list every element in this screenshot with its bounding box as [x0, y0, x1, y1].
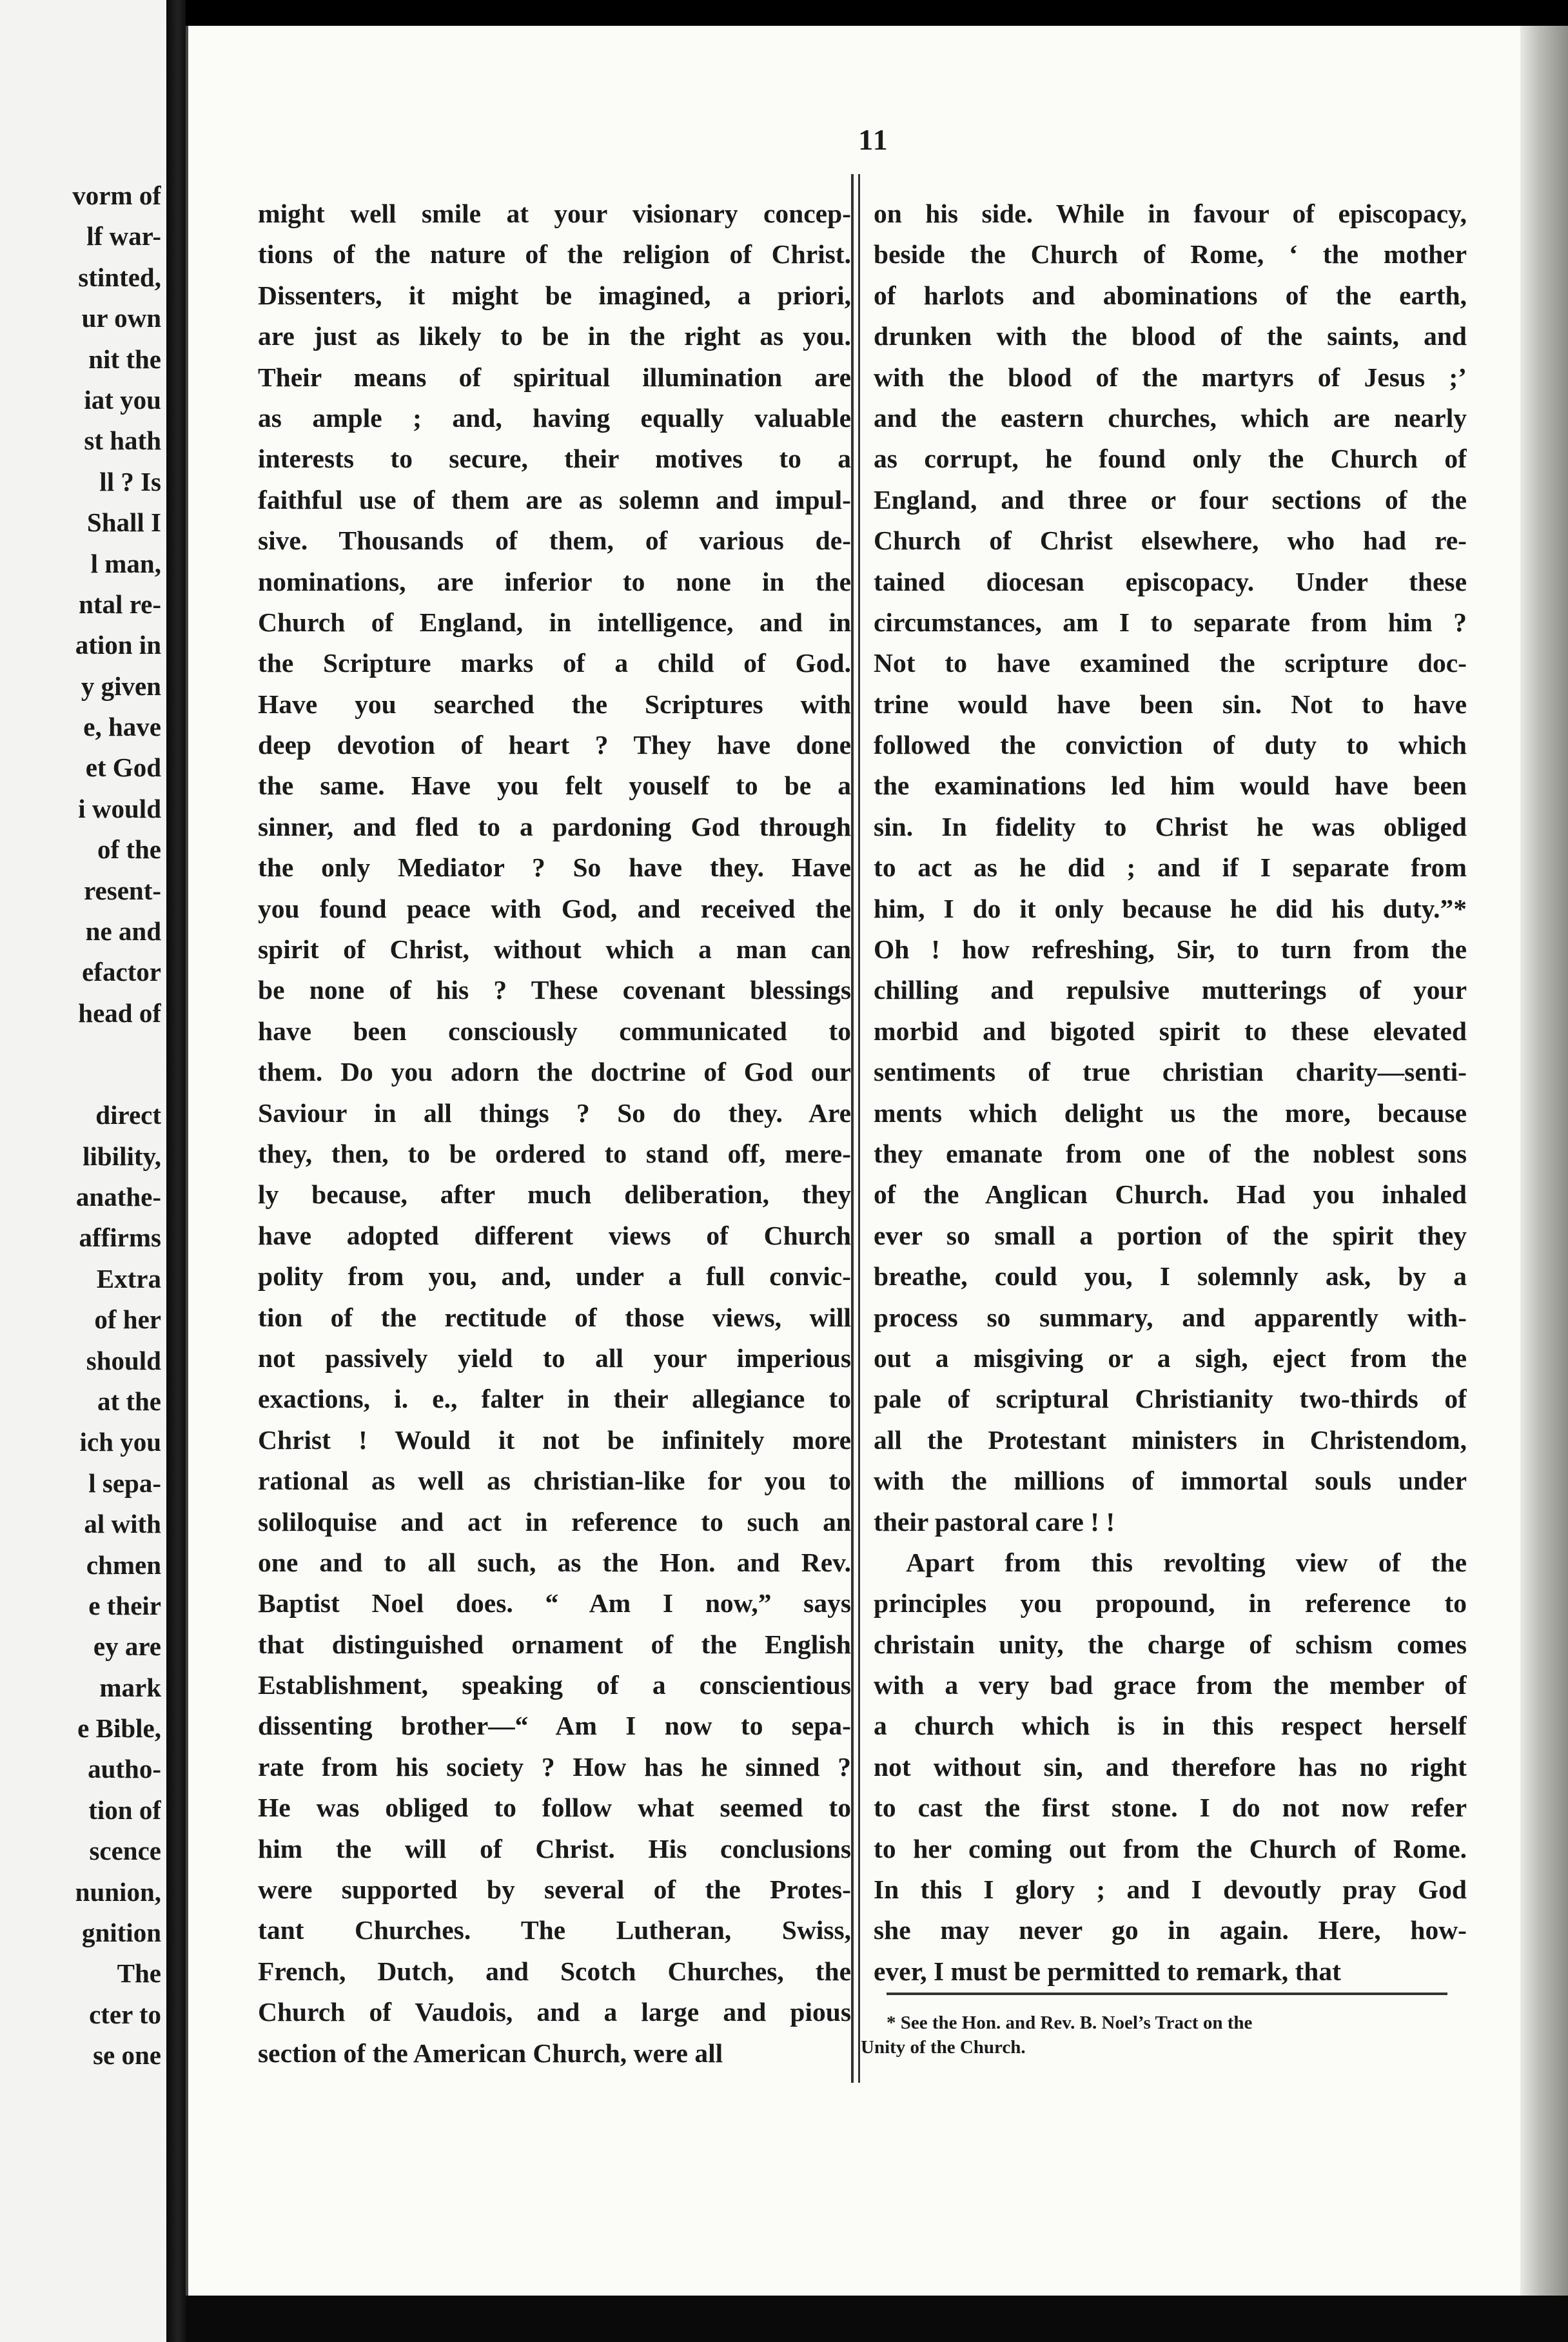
text-line: them. Do you adorn the doctrine of God our: [258, 1057, 851, 1087]
text-line: dissenting brother—“ Am I now to sepa-: [258, 1711, 851, 1741]
facing-page-line: l sepa-: [88, 1468, 161, 1498]
footnote-line: * See the Hon. and Rev. B. Noel’s Tract on the: [887, 2012, 1253, 2033]
column-divider: [851, 174, 860, 2083]
text-line: tained diocesan episcopacy. Under these: [874, 566, 1467, 596]
text-line: principles you propound, in reference to: [874, 1588, 1467, 1619]
facing-page-line: autho-: [88, 1754, 161, 1784]
text-line: ever, I must be permitted to remark, that: [874, 1956, 1341, 1986]
text-line: spirit of Christ, without which a man can: [258, 934, 851, 965]
text-line: out a misgiving or a sigh, eject from the: [874, 1343, 1467, 1373]
text-line: that distinguished ornament of the English: [258, 1629, 851, 1659]
text-line: interests to secure, their motives to a: [258, 444, 851, 474]
text-line: not passively yield to all your imperious: [258, 1343, 851, 1373]
text-line: with the blood of the martyrs of Jesus ;’: [874, 362, 1467, 392]
text-line: Oh ! how refreshing, Sir, to turn from the: [874, 934, 1467, 965]
text-line: drunken with the blood of the saints, and: [874, 321, 1467, 351]
text-line: sinner, and fled to a pardoning God through: [258, 811, 851, 841]
facing-page-line: e their: [88, 1590, 161, 1620]
text-line: of the Anglican Church. Had you inhaled: [874, 1179, 1467, 1210]
text-line: Christ ! Would it not be infinitely more: [258, 1424, 851, 1455]
text-line: circumstances, am I to separate from him ?: [874, 607, 1467, 637]
text-line: him, I do it only because he did his duty.”*: [874, 893, 1467, 923]
text-line: she may never go in again. Here, how-: [874, 1915, 1467, 1945]
facing-page-line: e, have: [83, 712, 161, 742]
facing-page-line: y given: [81, 671, 161, 701]
text-line: the same. Have you felt youself to be a: [258, 771, 851, 801]
text-line: one and to all such, as the Hon. and Rev.: [258, 1547, 851, 1577]
facing-page-line: ey are: [93, 1631, 161, 1662]
facing-page-line: se one: [93, 2040, 161, 2071]
facing-page-line: gnition: [81, 1918, 161, 1948]
text-line: breathe, could you, I solemnly ask, by a: [874, 1261, 1467, 1292]
facing-page-line: vorm of: [72, 181, 161, 210]
facing-page-line: l man,: [90, 548, 161, 578]
text-line: chilling and repulsive mutterings of your: [874, 975, 1467, 1005]
text-line: Dissenters, it might be imagined, a priori,: [258, 280, 851, 310]
text-line: pale of scriptural Christianity two-thirds of: [874, 1384, 1467, 1414]
text-line: rational as well as christian-like for you to: [258, 1466, 851, 1496]
text-line: they emanate from one of the noblest sons: [874, 1138, 1467, 1168]
facing-page-line: lf war-: [86, 221, 161, 251]
facing-page-line: [0, 1034, 161, 1095]
text-line: exactions, i. e., falter in their allegiance to: [258, 1384, 851, 1414]
text-line: French, Dutch, and Scotch Churches, the: [258, 1956, 851, 1986]
facing-page-line: efactor: [82, 957, 161, 987]
footnote-line: Unity of the Church.: [861, 2037, 1026, 2058]
text-line: might well smile at your visionary concep-: [258, 199, 851, 228]
text-line: the only Mediator ? So have they. Have: [258, 852, 851, 883]
text-line: to act as he did ; and if I separate from: [874, 852, 1467, 883]
text-line: to her coming out from the Church of Rome.: [874, 1833, 1467, 1864]
facing-page-line: of the: [97, 834, 161, 865]
facing-page-line: The: [117, 1958, 161, 1989]
text-line: sin. In fidelity to Christ he was obliged: [874, 811, 1467, 841]
page-bottom-shadow: [186, 2296, 1568, 2342]
text-line: their pastoral care ! !: [874, 1506, 1115, 1537]
facing-page-line: scence: [89, 1836, 161, 1866]
text-line: In this I glory ; and I devoutly pray God: [874, 1875, 1467, 1905]
text-line: Have you searched the Scriptures with: [258, 689, 851, 719]
facing-page-line: ur own: [81, 303, 161, 333]
text-line: Their means of spiritual illumination are: [258, 362, 851, 392]
text-line: section of the American Church, were all: [258, 2038, 723, 2068]
text-line: Church of England, in intelligence, and in: [258, 607, 851, 637]
text-line: they, then, to be ordered to stand off, mere-: [258, 1138, 851, 1168]
facing-page-line: nunion,: [75, 1876, 161, 1907]
text-line: beside the Church of Rome, ‘ the mother: [874, 239, 1467, 270]
text-line: all the Protestant ministers in Christendom,: [874, 1424, 1467, 1455]
facing-page-text: [0, 175, 161, 2076]
facing-page-line: anathe-: [75, 1181, 161, 1212]
text-line: Saviour in all things ? So do they. Are: [258, 1097, 851, 1128]
text-line: process so summary, and apparently with-: [874, 1302, 1467, 1332]
text-line: with a very bad grace from the member of: [874, 1670, 1467, 1700]
text-line: you found peace with God, and received the: [258, 893, 851, 923]
text-line: have been consciously communicated to: [258, 1016, 851, 1046]
facing-page-line: affirms: [79, 1223, 161, 1253]
facing-page-line: ne and: [85, 916, 161, 947]
facing-page-line: cter to: [89, 1999, 161, 2029]
text-line: as corrupt, he found only the Church of: [874, 444, 1467, 474]
facing-page-line: ll ? Is: [99, 466, 161, 497]
book-gutter: [166, 0, 186, 2342]
text-line: were supported by several of the Protes-: [258, 1875, 851, 1905]
text-line: Church of Christ elsewhere, who had re-: [874, 526, 1467, 556]
text-line: be none of his ? These covenant blessings: [258, 975, 851, 1005]
text-line: sentiments of true christian charity—senti-: [874, 1057, 1467, 1087]
text-line: polity from you, and, under a full convic-: [258, 1261, 851, 1292]
facing-page-line: Extra: [96, 1263, 161, 1294]
text-line: England, and three or four sections of the: [874, 484, 1467, 515]
text-line: tions of the nature of the religion of Christ.: [258, 239, 851, 270]
text-line: faithful use of them are as solemn and impul-: [258, 484, 851, 515]
text-line: as ample ; and, having equally valuable: [258, 402, 851, 433]
facing-page-line: nit the: [88, 344, 161, 374]
text-line: a church which is in this respect herself: [874, 1711, 1467, 1741]
text-line: ever so small a portion of the spirit they: [874, 1220, 1467, 1250]
facing-page-line: chmen: [86, 1550, 161, 1580]
facing-page-line: e Bible,: [77, 1713, 161, 1744]
facing-page-line: direct: [95, 1100, 161, 1130]
text-line: and the eastern churches, which are nearly: [874, 402, 1467, 433]
facing-page-line: resent-: [84, 875, 161, 905]
facing-page-line: tion of: [88, 1795, 161, 1825]
text-line: with the millions of immortal souls under: [874, 1466, 1467, 1496]
text-line: to cast the first stone. I do not now refer: [874, 1793, 1467, 1823]
text-line: deep devotion of heart ? They have done: [258, 730, 851, 760]
text-line: tant Churches. The Lutheran, Swiss,: [258, 1915, 851, 1945]
text-line: the examinations led him would have been: [874, 771, 1467, 801]
text-line: Apart from this revolting view of the: [906, 1547, 1467, 1577]
text-line: on his side. While in favour of episcopacy,: [874, 199, 1467, 228]
facing-page-line: stinted,: [78, 262, 161, 292]
facing-page-line: ntal re-: [79, 589, 161, 619]
text-line: tion of the rectitude of those views, will: [258, 1302, 851, 1332]
text-line: have adopted different views of Church: [258, 1220, 851, 1250]
text-line: He was obliged to follow what seemed to: [258, 1793, 851, 1823]
text-line: him the will of Christ. His conclusions: [258, 1833, 851, 1864]
facing-page-line: ich you: [79, 1427, 161, 1457]
text-line: nominations, are inferior to none in the: [258, 566, 851, 596]
text-line: the Scripture marks of a child of God.: [258, 648, 851, 678]
text-line: christain unity, the charge of schism comes: [874, 1629, 1467, 1659]
facing-page-line: at the: [97, 1386, 161, 1416]
right-column: [874, 193, 1467, 1992]
text-line: trine would have been sin. Not to have: [874, 689, 1467, 719]
text-line: ments which delight us the more, because: [874, 1097, 1467, 1128]
text-line: soliloquise and act in reference to such an: [258, 1506, 851, 1537]
footnote-rule: [887, 1993, 1447, 1995]
text-line: Church of Vaudois, and a large and pious: [258, 1997, 851, 2027]
page-number: 11: [858, 123, 889, 156]
facing-page-line: st hath: [84, 426, 161, 456]
text-line: Not to have examined the scripture doc-: [874, 648, 1467, 678]
facing-page-line: i would: [78, 793, 161, 823]
text-line: sive. Thousands of them, of various de-: [258, 526, 851, 556]
facing-page-line: al with: [84, 1509, 161, 1539]
facing-page-line: libility,: [83, 1141, 161, 1171]
facing-page-fragment: [0, 0, 166, 2342]
left-column: [258, 193, 851, 2074]
footnote: [861, 2011, 1467, 2060]
text-line: rate from his society ? How has he sinned ?: [258, 1751, 851, 1782]
text-line: of harlots and abominations of the earth,: [874, 280, 1467, 310]
text-line: are just as likely to be in the right as you.: [258, 321, 851, 351]
facing-page-line: of her: [94, 1304, 161, 1335]
facing-page-line: head of: [78, 998, 161, 1028]
text-line: Establishment, speaking of a conscientious: [258, 1670, 851, 1700]
facing-page-line: et God: [85, 753, 161, 783]
facing-page-line: should: [86, 1345, 161, 1375]
text-line: morbid and bigoted spirit to these elevated: [874, 1016, 1467, 1046]
page-edge: [1520, 26, 1568, 2296]
facing-page-line: iat you: [84, 384, 161, 415]
facing-page-line: mark: [99, 1672, 161, 1702]
text-line: ly because, after much deliberation, they: [258, 1179, 851, 1210]
facing-page-line: ation in: [75, 630, 161, 660]
text-line: followed the conviction of duty to which: [874, 730, 1467, 760]
text-line: Baptist Noel does. “ Am I now,” says: [258, 1588, 851, 1619]
text-line: not without sin, and therefore has no right: [874, 1751, 1467, 1782]
facing-page-line: Shall I: [86, 507, 161, 538]
